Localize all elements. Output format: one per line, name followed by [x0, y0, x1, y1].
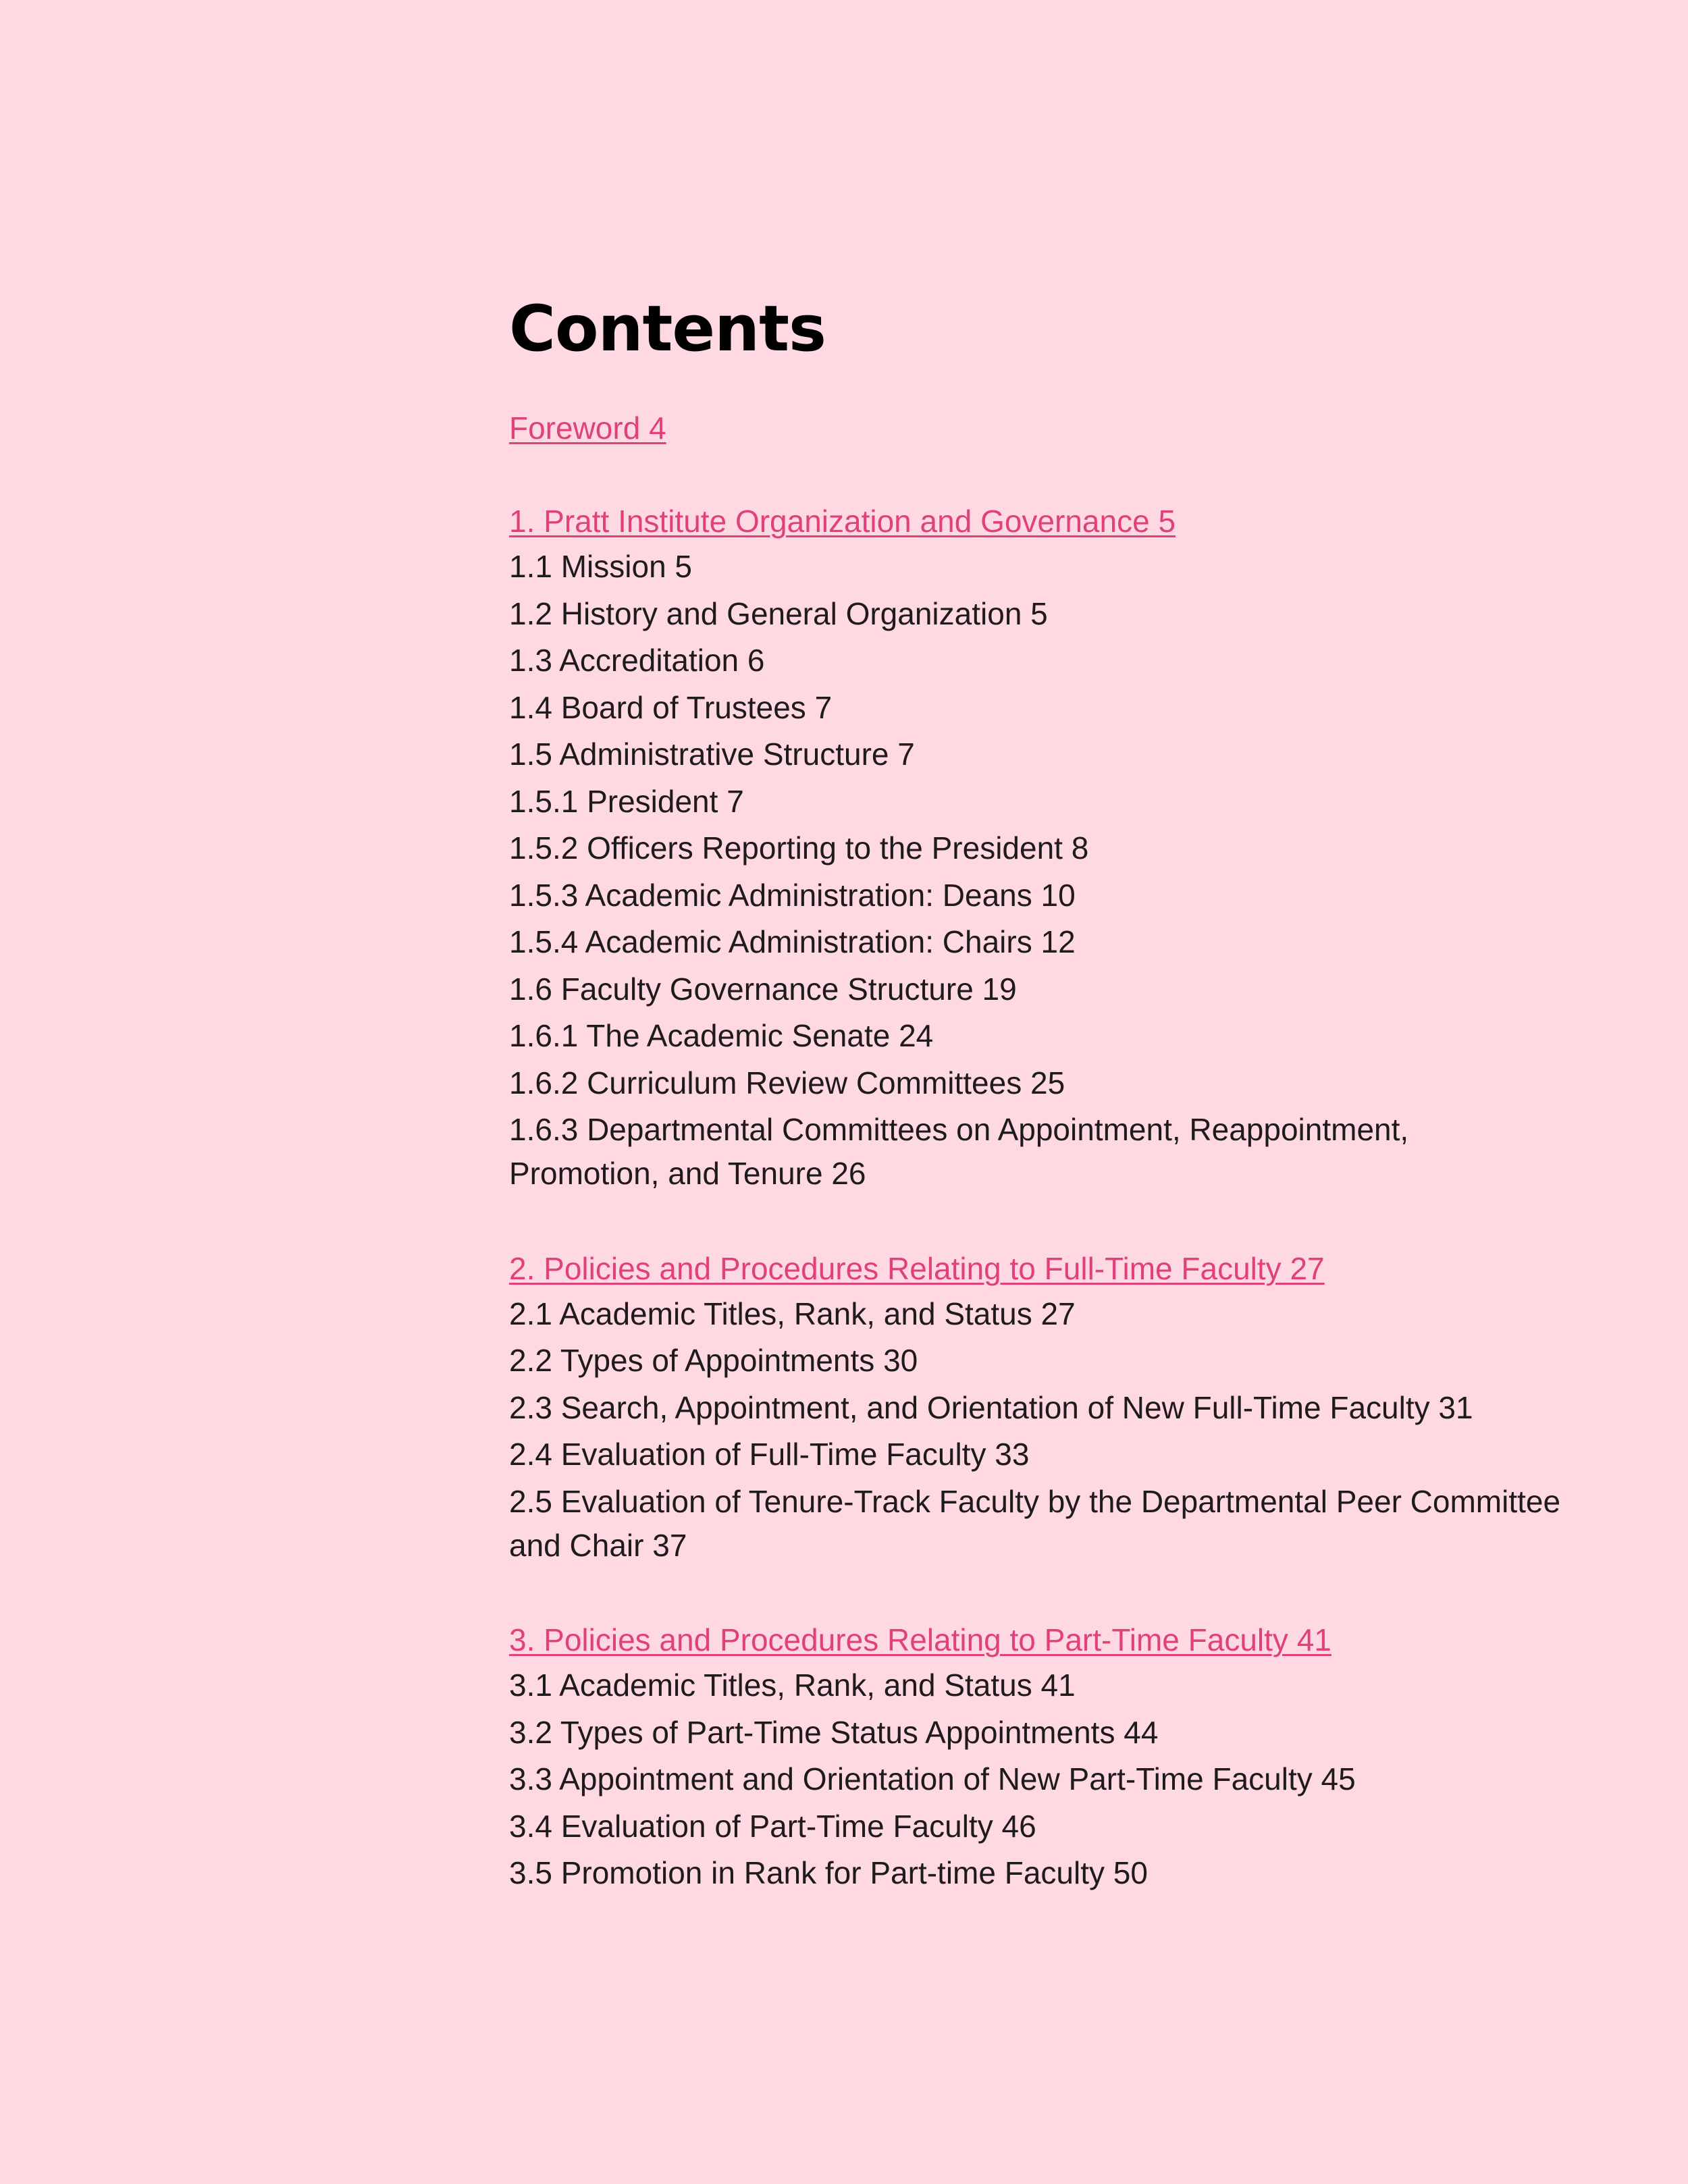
- toc-entry: 1.5.2 Officers Reporting to the President 8: [509, 830, 1089, 865]
- page-title: Contents: [509, 292, 826, 366]
- toc-entry: 1.1 Mission 5: [509, 549, 693, 584]
- toc-entry: 1.4 Board of Trustees 7: [509, 689, 833, 725]
- toc-link-section-3[interactable]: 3. Policies and Procedures Relating to Part-Time Faculty 41: [509, 1622, 1331, 1657]
- toc-entry: 3.1 Academic Titles, Rank, and Status 41: [509, 1668, 1076, 1703]
- toc-entry: 3.3 Appointment and Orientation of New Part-Time Faculty 45: [509, 1761, 1356, 1796]
- toc-entry: 1.2 History and General Organization 5: [509, 595, 1048, 631]
- toc-entry: 1.3 Accreditation 6: [509, 643, 765, 678]
- toc-entry: 2.5 Evaluation of Tenure-Track Faculty by the Departmental Peer Committee and Chair 37: [509, 1483, 1561, 1563]
- toc-entry: 3.2 Types of Part-Time Status Appointments 44: [509, 1714, 1159, 1750]
- toc-entry: 3.5 Promotion in Rank for Part-time Faculty 50: [509, 1855, 1148, 1890]
- toc-section-3: [509, 1617, 1562, 1898]
- toc-link-foreword[interactable]: Foreword 4: [509, 410, 666, 446]
- toc-entry: 2.1 Academic Titles, Rank, and Status 27: [509, 1296, 1076, 1331]
- toc-entry: 1.5 Administrative Structure 7: [509, 737, 915, 772]
- contents-page: [509, 284, 1562, 1898]
- toc-entry: 1.6 Faculty Governance Structure 19: [509, 971, 1017, 1007]
- toc-entry: 3.4 Evaluation of Part-Time Faculty 46: [509, 1808, 1036, 1844]
- toc-section-2: [509, 1246, 1562, 1571]
- toc-entry: 2.4 Evaluation of Full-Time Faculty 33: [509, 1437, 1030, 1472]
- toc-link-section-2[interactable]: 2. Policies and Procedures Relating to Full-Time Faculty 27: [509, 1250, 1325, 1286]
- toc-entry: 2.3 Search, Appointment, and Orientation of New Full-Time Faculty 31: [509, 1389, 1473, 1425]
- toc-entry: 2.2 Types of Appointments 30: [509, 1343, 918, 1378]
- toc-entry: 1.6.2 Curriculum Review Committees 25: [509, 1065, 1065, 1100]
- toc-entry: 1.5.4 Academic Administration: Chairs 12: [509, 924, 1076, 959]
- toc-link-section-1[interactable]: 1. Pratt Institute Organization and Governance 5: [509, 504, 1176, 539]
- toc-entry: 1.6.3 Departmental Committees on Appointment, Reappointment, Promotion, and Tenure 26: [509, 1112, 1409, 1191]
- toc-section-1: [509, 498, 1562, 1199]
- toc-entry: 1.6.1 The Academic Senate 24: [509, 1018, 934, 1053]
- toc-entry: 1.5.3 Academic Administration: Deans 10: [509, 877, 1076, 913]
- toc-entry: 1.5.1 President 7: [509, 783, 744, 819]
